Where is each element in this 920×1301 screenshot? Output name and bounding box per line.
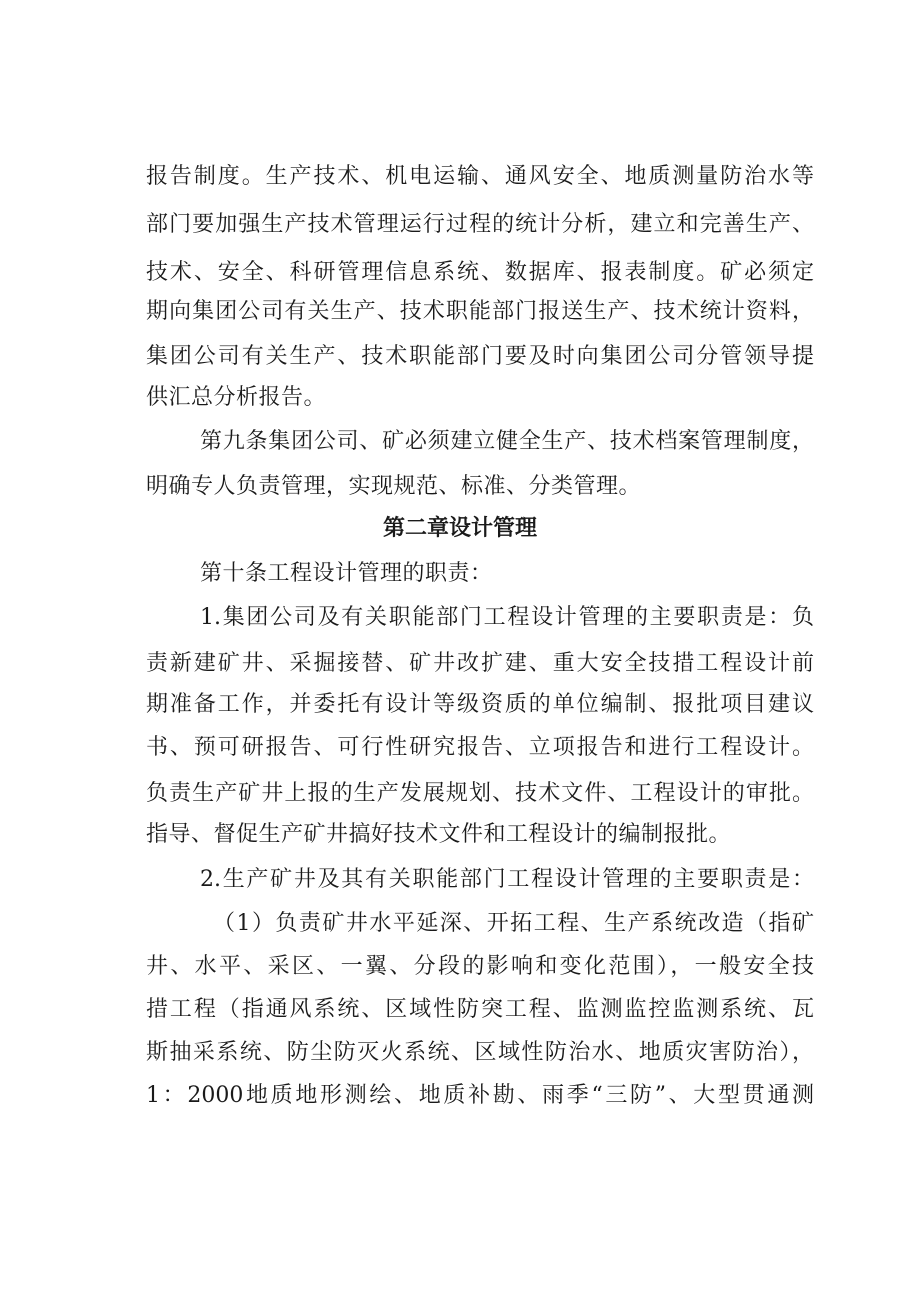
subitem-1-line: 井、水平、采区、一翼、分段的影响和变化范围），一般安全技	[146, 954, 814, 979]
article-9-line: 明确专人负责管理，实现规范、标准、分类管理。	[146, 474, 642, 499]
article-9-line: 第九条集团公司、矿必须建立健全生产、技术档案管理制度，	[200, 429, 814, 454]
subitem-1-line: 斯抽采系统、防尘防灭火系统、区域性防治水、地质灾害防治），	[146, 1040, 814, 1065]
item-1-line: 负责生产矿井上报的生产发展规划、技术文件、工程设计的审批。	[146, 781, 814, 806]
paragraph-line: 部门要加强生产技术管理运行过程的统计分析，建立和完善生产、	[146, 212, 814, 237]
item-1-line: 期准备工作，并委托有设计等级资质的单位编制、报批项目建议	[146, 692, 814, 717]
article-10-title: 第十条工程设计管理的职责：	[200, 561, 493, 586]
paragraph-line: 报告制度。生产技术、机电运输、通风安全、地质测量防治水等	[146, 164, 814, 189]
item-2-line: 2.生产矿井及其有关职能部门工程设计管理的主要职责是：	[200, 867, 814, 892]
paragraph-line: 技术、安全、科研管理信息系统、数据库、报表制度。矿必须定	[146, 260, 814, 285]
paragraph-line: 供汇总分析报告。	[146, 385, 327, 410]
paragraph-line: 期向集团公司有关生产、技术职能部门报送生产、技术统计资料，	[146, 299, 814, 324]
chapter-heading: 第二章设计管理	[382, 516, 537, 541]
item-1-line: 指导、督促生产矿井搞好技术文件和工程设计的编制报批。	[146, 822, 732, 847]
subitem-1-line: 1：2000地质地形测绘、地质补勘、雨季“三防”、大型贯通测	[146, 1083, 814, 1108]
subitem-1-line: 措工程（指通风系统、区域性防突工程、监测监控监测系统、瓦	[146, 997, 814, 1022]
item-1-line: 1.集团公司及有关职能部门工程设计管理的主要职责是：负	[200, 605, 814, 630]
item-1-line: 责新建矿井、采掘接替、矿井改扩建、重大安全技措工程设计前	[146, 651, 814, 676]
item-1-line: 书、预可研报告、可行性研究报告、立项报告和进行工程设计。	[146, 735, 814, 760]
paragraph-line: 集团公司有关生产、技术职能部门要及时向集团公司分管领导提	[146, 344, 814, 369]
subitem-1-line: （1）负责矿井水平延深、开拓工程、生产系统改造（指矿	[213, 911, 814, 936]
